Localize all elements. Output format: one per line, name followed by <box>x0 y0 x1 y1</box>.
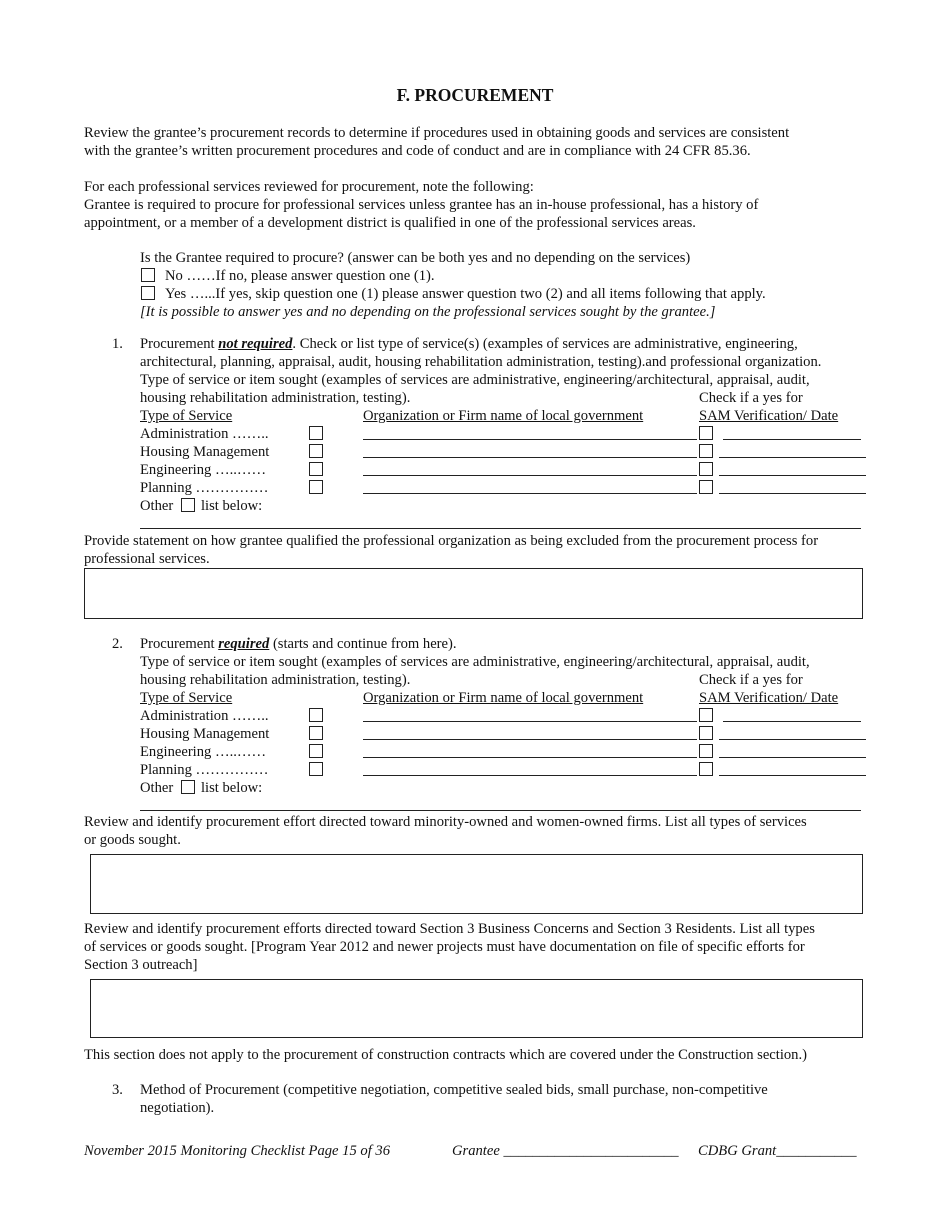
q2-other-list-field[interactable] <box>140 810 861 811</box>
q1-engineering-org-field[interactable] <box>363 475 697 476</box>
q2-other-label: Other <box>140 780 174 796</box>
minority-textbox[interactable] <box>90 854 863 914</box>
q2-engineering-org-field[interactable] <box>363 757 697 758</box>
footer-grantee: Grantee ________________________ <box>452 1143 679 1159</box>
q2-service-planning: Planning …………… <box>140 762 269 778</box>
q2-col-service: Type of Service <box>140 690 233 706</box>
q2-administration-date-field[interactable] <box>723 721 861 722</box>
q1-col-sam: SAM Verification/ Date <box>699 408 839 424</box>
q1-planning-org-field[interactable] <box>363 493 697 494</box>
statement-line-2: professional services. <box>84 551 210 567</box>
q1-service-planning: Planning …………… <box>140 480 269 496</box>
q2-engineering-checkbox[interactable] <box>309 744 323 758</box>
q2-housing-sam-checkbox[interactable] <box>699 726 713 740</box>
q2-check-header: Check if a yes for <box>699 672 803 688</box>
no-option-label: No ……If no, please answer question one (1). <box>165 268 435 284</box>
q2-number: 2. <box>112 636 123 652</box>
q2-administration-org-field[interactable] <box>363 721 697 722</box>
q1-housing-checkbox[interactable] <box>309 444 323 458</box>
required-question: Is the Grantee required to procure? (answer can be both yes and no depending on the services) <box>140 250 691 266</box>
q1-number: 1. <box>112 336 123 352</box>
required-note: [It is possible to answer yes and no depending on the professional services sought by the grantee.] <box>140 304 716 320</box>
q1-other-checkbox[interactable] <box>181 498 195 512</box>
q1-administration-checkbox[interactable] <box>309 426 323 440</box>
q1-line-3: Type of service or item sought (examples of services are administrative, engineering/architectural, appraisal, audit, <box>140 372 810 388</box>
q1-service-housing: Housing Management <box>140 444 270 460</box>
q2-service-administration: Administration …….. <box>140 708 269 724</box>
q1-housing-sam-checkbox[interactable] <box>699 444 713 458</box>
footer-page-info: November 2015 Monitoring Checklist Page 15 of 36 <box>84 1143 391 1159</box>
q1-col-service: Type of Service <box>140 408 233 424</box>
q2-other-checkbox[interactable] <box>181 780 195 794</box>
q1-engineering-date-field[interactable] <box>719 475 866 476</box>
q1-line-2: architectural, planning, appraisal, audit, housing rehabilitation administration, testing).and professional organization. <box>140 354 822 370</box>
no-checkbox[interactable] <box>141 268 155 282</box>
q3-line-1: Method of Procurement (competitive negotiation, competitive sealed bids, small purchase, non-competitive <box>140 1082 768 1098</box>
q2-planning-checkbox[interactable] <box>309 762 323 776</box>
q1-administration-org-field[interactable] <box>363 439 697 440</box>
q2-col-org: Organization or Firm name of local government <box>363 690 644 706</box>
section3-line-1: Review and identify procurement efforts directed toward Section 3 Business Concerns and Section 3 Residents. List all types <box>84 921 815 937</box>
q2-line-1: Procurement required (starts and continue from here). <box>140 636 457 652</box>
q1-administration-date-field[interactable] <box>723 439 861 440</box>
professional-line-3: appointment, or a member of a development district is qualified in one of the professional services areas. <box>84 215 696 231</box>
q1-housing-org-field[interactable] <box>363 457 697 458</box>
section3-line-3: Section 3 outreach] <box>84 957 198 973</box>
q1-col-org: Organization or Firm name of local government <box>363 408 644 424</box>
q2-list-below: list below: <box>201 780 263 796</box>
professional-line-2: Grantee is required to procure for professional services unless grantee has an in-house professional, has a history of <box>84 197 759 213</box>
q1-engineering-checkbox[interactable] <box>309 462 323 476</box>
q1-line-1: Procurement not required. Check or list type of service(s) (examples of services are administrative, engineering, <box>140 336 798 352</box>
q1-list-below: list below: <box>201 498 263 514</box>
q2-engineering-date-field[interactable] <box>719 757 866 758</box>
q2-service-engineering: Engineering …..…… <box>140 744 267 760</box>
footer-cdbg-grant: CDBG Grant___________ <box>698 1143 857 1159</box>
minority-line-1: Review and identify procurement effort directed toward minority-owned and women-owned firms. List all types of services <box>84 814 807 830</box>
q2-col-sam: SAM Verification/ Date <box>699 690 839 706</box>
intro-line-1: Review the grantee’s procurement records to determine if procedures used in obtaining goods and services are consistent <box>84 125 790 141</box>
q2-planning-org-field[interactable] <box>363 775 697 776</box>
yes-option-label: Yes …...If yes, skip question one (1) please answer question two (2) and all items following that apply. <box>165 286 766 302</box>
q2-line-2: Type of service or item sought (examples of services are administrative, engineering/architectural, appraisal, audit, <box>140 654 810 670</box>
q1-administration-sam-checkbox[interactable] <box>699 426 713 440</box>
q2-housing-checkbox[interactable] <box>309 726 323 740</box>
q1-service-engineering: Engineering …..…… <box>140 462 267 478</box>
intro-line-2: with the grantee’s written procurement procedures and code of conduct and are in compliance with 24 CFR 85.36. <box>84 143 751 159</box>
construction-note: This section does not apply to the procurement of construction contracts which are covered under the Construction section.) <box>84 1047 807 1063</box>
statement-line-1: Provide statement on how grantee qualified the professional organization as being excluded from the procurement process for <box>84 533 819 549</box>
q3-line-2: negotiation). <box>140 1100 215 1116</box>
q2-planning-date-field[interactable] <box>719 775 866 776</box>
statement-textbox[interactable] <box>84 568 863 619</box>
q1-check-header: Check if a yes for <box>699 390 803 406</box>
q1-planning-date-field[interactable] <box>719 493 866 494</box>
q2-housing-date-field[interactable] <box>719 739 866 740</box>
q1-housing-date-field[interactable] <box>719 457 866 458</box>
q1-planning-checkbox[interactable] <box>309 480 323 494</box>
q2-service-housing: Housing Management <box>140 726 270 742</box>
q2-administration-sam-checkbox[interactable] <box>699 708 713 722</box>
q2-housing-org-field[interactable] <box>363 739 697 740</box>
section3-textbox[interactable] <box>90 979 863 1038</box>
minority-line-2: or goods sought. <box>84 832 181 848</box>
q1-other-list-field[interactable] <box>140 528 861 529</box>
q2-planning-sam-checkbox[interactable] <box>699 762 713 776</box>
page-title: F. PROCUREMENT <box>396 85 554 105</box>
q1-engineering-sam-checkbox[interactable] <box>699 462 713 476</box>
professional-line-1: For each professional services reviewed for procurement, note the following: <box>84 179 534 195</box>
q2-line-3: housing rehabilitation administration, testing). <box>140 672 411 688</box>
q1-other-label: Other <box>140 498 174 514</box>
q1-line-4: housing rehabilitation administration, testing). <box>140 390 411 406</box>
q2-engineering-sam-checkbox[interactable] <box>699 744 713 758</box>
q2-administration-checkbox[interactable] <box>309 708 323 722</box>
q1-planning-sam-checkbox[interactable] <box>699 480 713 494</box>
q1-service-administration: Administration …….. <box>140 426 269 442</box>
q3-number: 3. <box>112 1082 123 1098</box>
section3-line-2: of services or goods sought. [Program Year 2012 and newer projects must have documentation on file of specific efforts for <box>84 939 805 955</box>
yes-checkbox[interactable] <box>141 286 155 300</box>
